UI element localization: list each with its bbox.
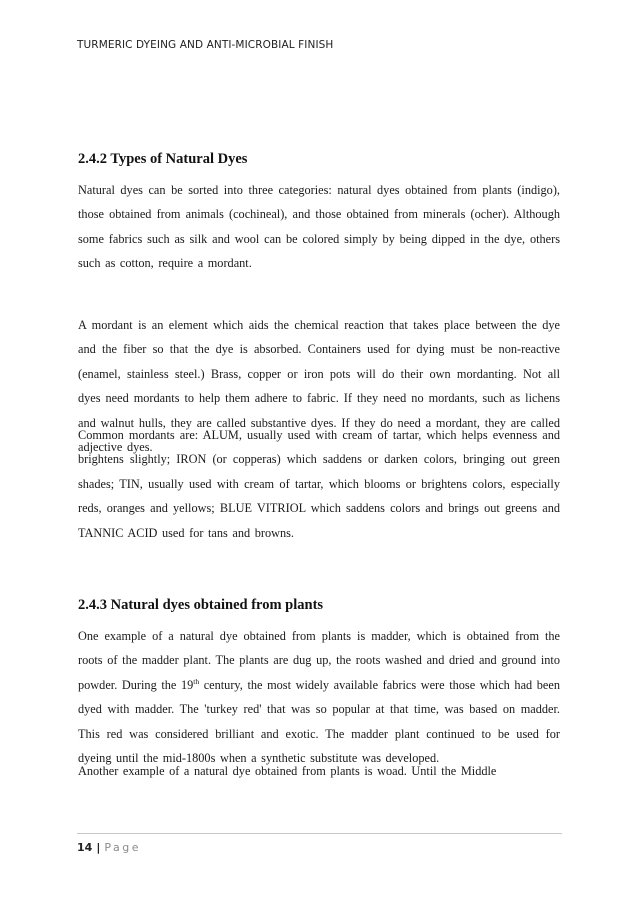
ordinal-superscript: th: [193, 676, 200, 686]
paragraph-madder-part-2: century, the most widely available fabrics were those which had been dyed with madder. The 'turkey red' that was so popular at that time, was based on madder. This red was considered brilliant and exotic. The madder plant continued to be used for dyeing until the mid-1800s when a synthetic substitute was developed.: [78, 677, 560, 766]
paragraph-madder-part-1: One example of a natural dye obtained from plants is madder, which is obtained from the roots of the madder plant. The plants are dug up, the roots washed and dried and ground into powder. During the 19: [78, 629, 560, 692]
paragraph-madder: [78, 624, 560, 770]
paragraph-mordant-definition: A mordant is an element which aids the chemical reaction that takes place between the dye and the fiber so that the dye is absorbed. Containers used for dying must be non-reactive (enamel, stainless steel.) Brass, copper or iron pots will do their own mordanting. Not all dyes need mordants to help them adhere to fabric. If they need no mordants, such as lichens and walnut hulls, they are called substantive dyes. If they do need a mordant, they are called adjective dyes.: [78, 318, 560, 455]
paragraph-woad: Another example of a natural dye obtained from plants is woad. Until the Middle: [78, 764, 497, 778]
paragraph-common-mordants: Common mordants are: ALUM, usually used with cream of tartar, which helps evenness and brightens slightly; IRON (or copperas) which saddens or darken colors, bringing out green shades; TIN, usually used with cream of tartar, which blooms or brightens colors, especially reds, oranges and yellows; BLUE VITRIOL which saddens colors and brings out greens and TANNIC ACID used for tans and browns.: [78, 428, 560, 540]
footer-divider: [77, 833, 562, 834]
section-heading-plant-dyes: 2.4.3 Natural dyes obtained from plants: [78, 597, 324, 613]
page-label: Page: [104, 841, 141, 854]
footer-separator: |: [96, 841, 101, 854]
running-header: TURMERIC DYEING AND ANTI-MICROBIAL FINISH: [77, 39, 334, 51]
paragraph-dye-categories: Natural dyes can be sorted into three categories: natural dyes obtained from plants (indigo), those obtained from animals (cochineal), and those obtained from minerals (ocher). Although some fabrics such as silk and wool can be colored simply by being dipped in the dye, others such as cotton, require a mordant.: [78, 183, 560, 271]
section-heading-types-of-natural-dyes: 2.4.2 Types of Natural Dyes: [78, 151, 248, 167]
page-footer: [77, 841, 141, 854]
page-number: 14: [77, 841, 93, 854]
